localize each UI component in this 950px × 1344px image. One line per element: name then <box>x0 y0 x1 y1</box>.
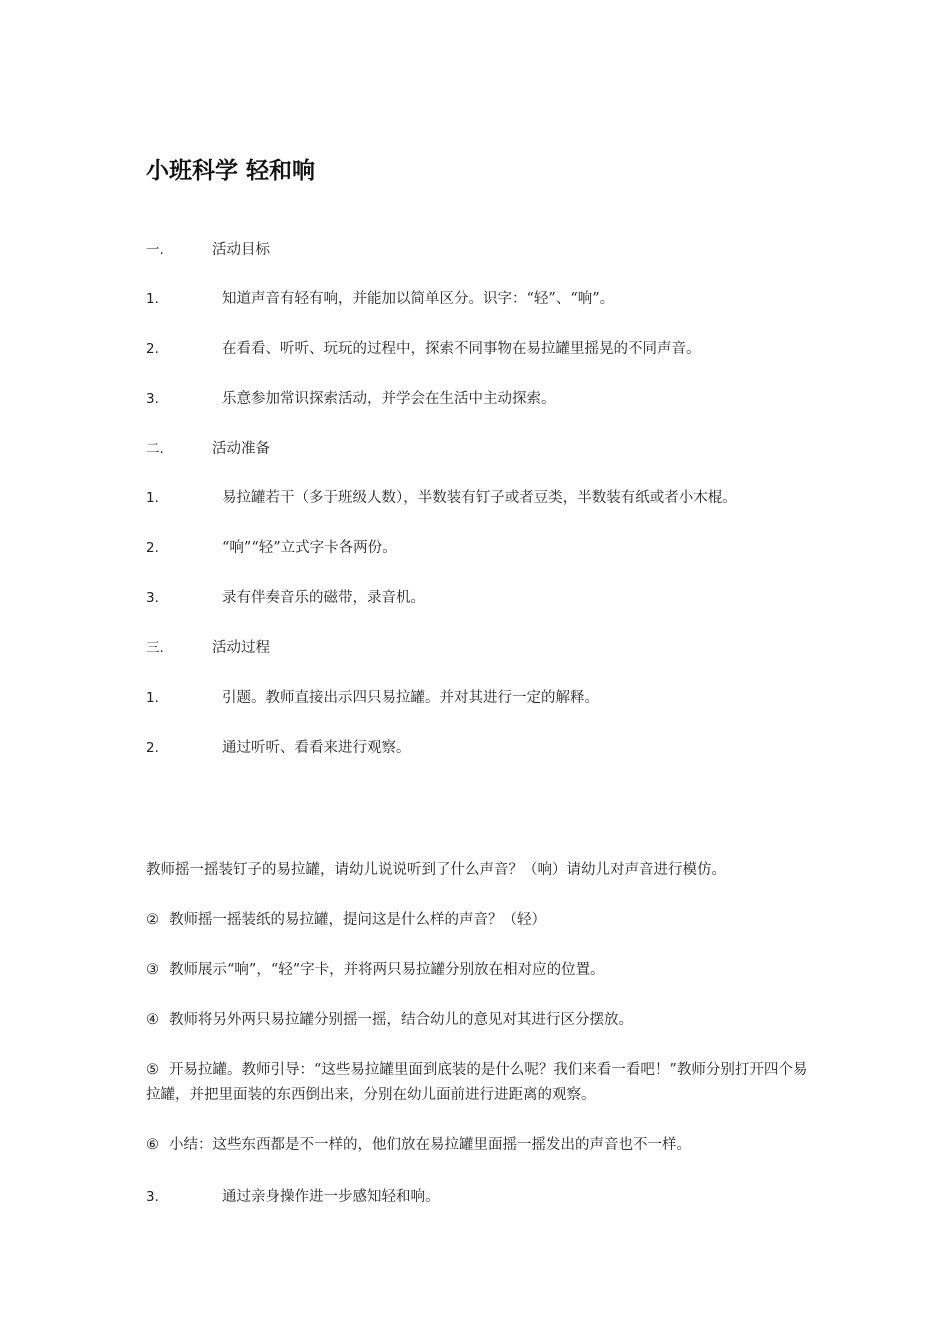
step-marker: ③ <box>146 962 159 978</box>
paragraph-text: 小结：这些东西都是不一样的，他们放在易拉罐里面摇一摇发出的声音也不一样。 <box>169 1137 691 1153</box>
section-number: 一. <box>146 242 164 258</box>
paragraph-text: 教师将另外两只易拉罐分别摇一摇，结合幼儿的意见对其进行区分摆放。 <box>169 1012 633 1028</box>
item-text: 知道声音有轻有响，并能加以简单区分。识字：“轻”、“响”。 <box>222 291 615 307</box>
item-text: 在看看、听听、玩玩的过程中，探索不同事物在易拉罐里摇晃的不同声音。 <box>222 341 701 357</box>
item-text: 乐意参加常识探索活动，并学会在生活中主动探索。 <box>222 391 556 407</box>
item-number: 1. <box>146 490 159 506</box>
document-title: 小班科学 轻和响 <box>146 158 316 184</box>
section-number: 三. <box>146 640 164 656</box>
paragraph-text: 教师摇一摇装纸的易拉罐，提问这是什么样的声音？（轻） <box>169 912 546 928</box>
item-number: 2. <box>146 740 159 756</box>
step-marker: ⑥ <box>146 1137 159 1153</box>
section-number: 二. <box>146 441 164 457</box>
section-title: 活动目标 <box>212 242 270 258</box>
item-text: 引题。教师直接出示四只易拉罐。并对其进行一定的解释。 <box>222 690 599 706</box>
item-number: 1. <box>146 291 159 307</box>
section-title: 活动过程 <box>212 640 270 656</box>
item-text: 通过听听、看看来进行观察。 <box>222 740 411 756</box>
item-number: 3. <box>146 590 159 606</box>
item-text: “响”“轻”立式字卡各两份。 <box>222 540 397 556</box>
item-text: 易拉罐若干（多于班级人数），半数装有钉子或者豆类，半数装有纸或者小木棍。 <box>222 490 737 506</box>
body-paragraph <box>146 858 816 883</box>
body-paragraph <box>146 958 816 983</box>
paragraph-text: 教师展示“响”，“轻”字卡，并将两只易拉罐分别放在相对应的位置。 <box>169 962 605 978</box>
paragraph-text: 教师摇一摇装钉子的易拉罐，请幼儿说说听到了什么声音？（响）请幼儿对声音进行模仿。 <box>146 862 726 878</box>
step-marker: ⑤ <box>146 1062 159 1078</box>
body-paragraph <box>146 1008 816 1033</box>
body-paragraph <box>146 1058 816 1108</box>
section-title: 活动准备 <box>212 441 270 457</box>
body-paragraph <box>146 1133 816 1158</box>
item-text: 录有伴奏音乐的磁带，录音机。 <box>222 590 425 606</box>
body-paragraph <box>146 908 816 933</box>
item-number: 3. <box>146 1189 159 1205</box>
step-marker: ④ <box>146 1012 159 1028</box>
step-marker: ② <box>146 912 159 928</box>
item-number: 3. <box>146 391 159 407</box>
item-number: 2. <box>146 540 159 556</box>
item-number: 2. <box>146 341 159 357</box>
paragraph-text: 开易拉罐。教师引导：“这些易拉罐里面到底装的是什么呢？我们来看一看吧！”教师分别打开四个易拉罐，并把里面装的东西倒出来，分别在幼儿面前进行进距离的观察。 <box>146 1062 808 1103</box>
item-text: 通过亲身操作进一步感知轻和响。 <box>222 1189 440 1205</box>
item-number: 1. <box>146 690 159 706</box>
